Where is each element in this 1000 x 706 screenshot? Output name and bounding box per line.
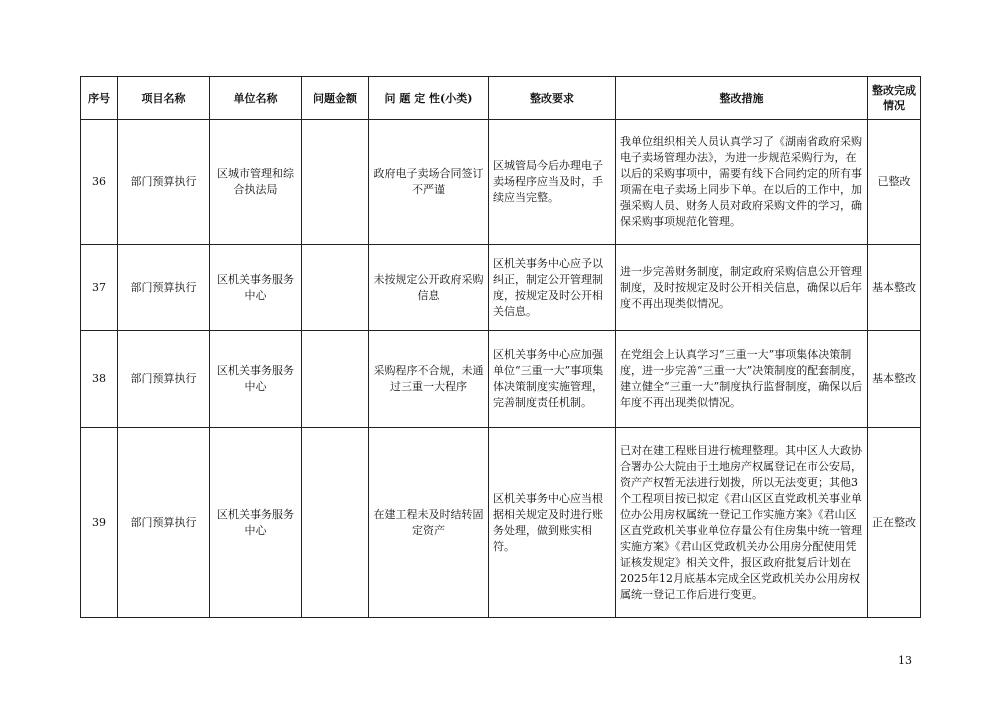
row-unit: 区机关事务服务中心 <box>210 428 302 618</box>
row-project: 部门预算执行 <box>118 331 210 428</box>
header-unit: 单位名称 <box>210 77 302 120</box>
row-requirement: 区机关事务中心应加强单位“三重一大”事项集体决策制度实施管理，完善制度责任机制。 <box>489 331 616 428</box>
table-row <box>81 428 921 618</box>
page-number: 13 <box>898 654 912 667</box>
header-issue: 问 题 定 性(小类) <box>369 77 489 120</box>
row-no: 38 <box>81 331 118 428</box>
row-unit: 区机关事务服务中心 <box>210 331 302 428</box>
row-project: 部门预算执行 <box>118 120 210 245</box>
row-amount <box>302 120 369 245</box>
header-amount: 问题金额 <box>302 77 369 120</box>
row-project: 部门预算执行 <box>118 428 210 618</box>
row-unit: 区机关事务服务中心 <box>210 245 302 331</box>
header-project: 项目名称 <box>118 77 210 120</box>
header-no: 序号 <box>81 77 118 120</box>
row-status: 已整改 <box>868 120 921 245</box>
row-amount <box>302 331 369 428</box>
row-requirement: 区机关事务中心应予以纠正，制定公开管理制度，按规定及时公开相关信息。 <box>489 245 616 331</box>
row-requirement: 区机关事务中心应当根据相关规定及时进行账务处理，做到账实相符。 <box>489 428 616 618</box>
table-row <box>81 120 921 245</box>
row-amount <box>302 245 369 331</box>
row-no: 39 <box>81 428 118 618</box>
row-requirement: 区城管局今后办理电子卖场程序应当及时，手续应当完整。 <box>489 120 616 245</box>
row-no: 37 <box>81 245 118 331</box>
header-requirement: 整改要求 <box>489 77 616 120</box>
row-issue: 政府电子卖场合同签订不严谨 <box>369 120 489 245</box>
row-measures: 我单位组织相关人员认真学习了《湖南省政府采购电子卖场管理办法》，为进一步规范采购行为，在以后的采购事项中，需要有线下合同约定的所有事项需在电子卖场上同步下单。在以后的工作中，加强采购人员、财务人员对政府采购文件的学习，确保采购事项规范化管理。 <box>616 120 868 245</box>
row-issue: 在建工程未及时结转固定资产 <box>369 428 489 618</box>
rectification-table <box>80 76 921 618</box>
table-row <box>81 245 921 331</box>
row-issue: 采购程序不合规，未通过三重一大程序 <box>369 331 489 428</box>
row-unit: 区城市管理和综合执法局 <box>210 120 302 245</box>
row-status: 基本整改 <box>868 245 921 331</box>
row-status: 正在整改 <box>868 428 921 618</box>
header-row <box>81 77 921 120</box>
row-measures: 已对在建工程账目进行梳理整理。其中区人大政协合署办公大院由于土地房产权属登记在市公安局，资产产权暂无法进行划拨，所以无法变更；其他3个工程项目按已拟定《君山区区直党政机关事业单位办公用房权属统一登记工作实施方案》《君山区区直党政机关事业单位存量公有住房集中统一管理实施方案》《君山区党政机关办公用房分配使用凭证核发规定》相关文件，报区政府批复后计划在2025年12月底基本完成全区党政机关办公用房权属统一登记工作后进行变更。 <box>616 428 868 618</box>
table-row <box>81 331 921 428</box>
row-status: 基本整改 <box>868 331 921 428</box>
row-measures: 在党组会上认真学习“三重一大”事项集体决策制度，进一步完善“三重一大”决策制度的配套制度，建立健全“三重一大”制度执行监督制度，确保以后年度不再出现类似情况。 <box>616 331 868 428</box>
header-status: 整改完成情况 <box>868 77 921 120</box>
row-project: 部门预算执行 <box>118 245 210 331</box>
row-no: 36 <box>81 120 118 245</box>
row-measures: 进一步完善财务制度，制定政府采购信息公开管理制度，及时按规定及时公开相关信息，确保以后年度不再出现类似情况。 <box>616 245 868 331</box>
row-issue: 未按规定公开政府采购信息 <box>369 245 489 331</box>
row-amount <box>302 428 369 618</box>
header-measures: 整改措施 <box>616 77 868 120</box>
